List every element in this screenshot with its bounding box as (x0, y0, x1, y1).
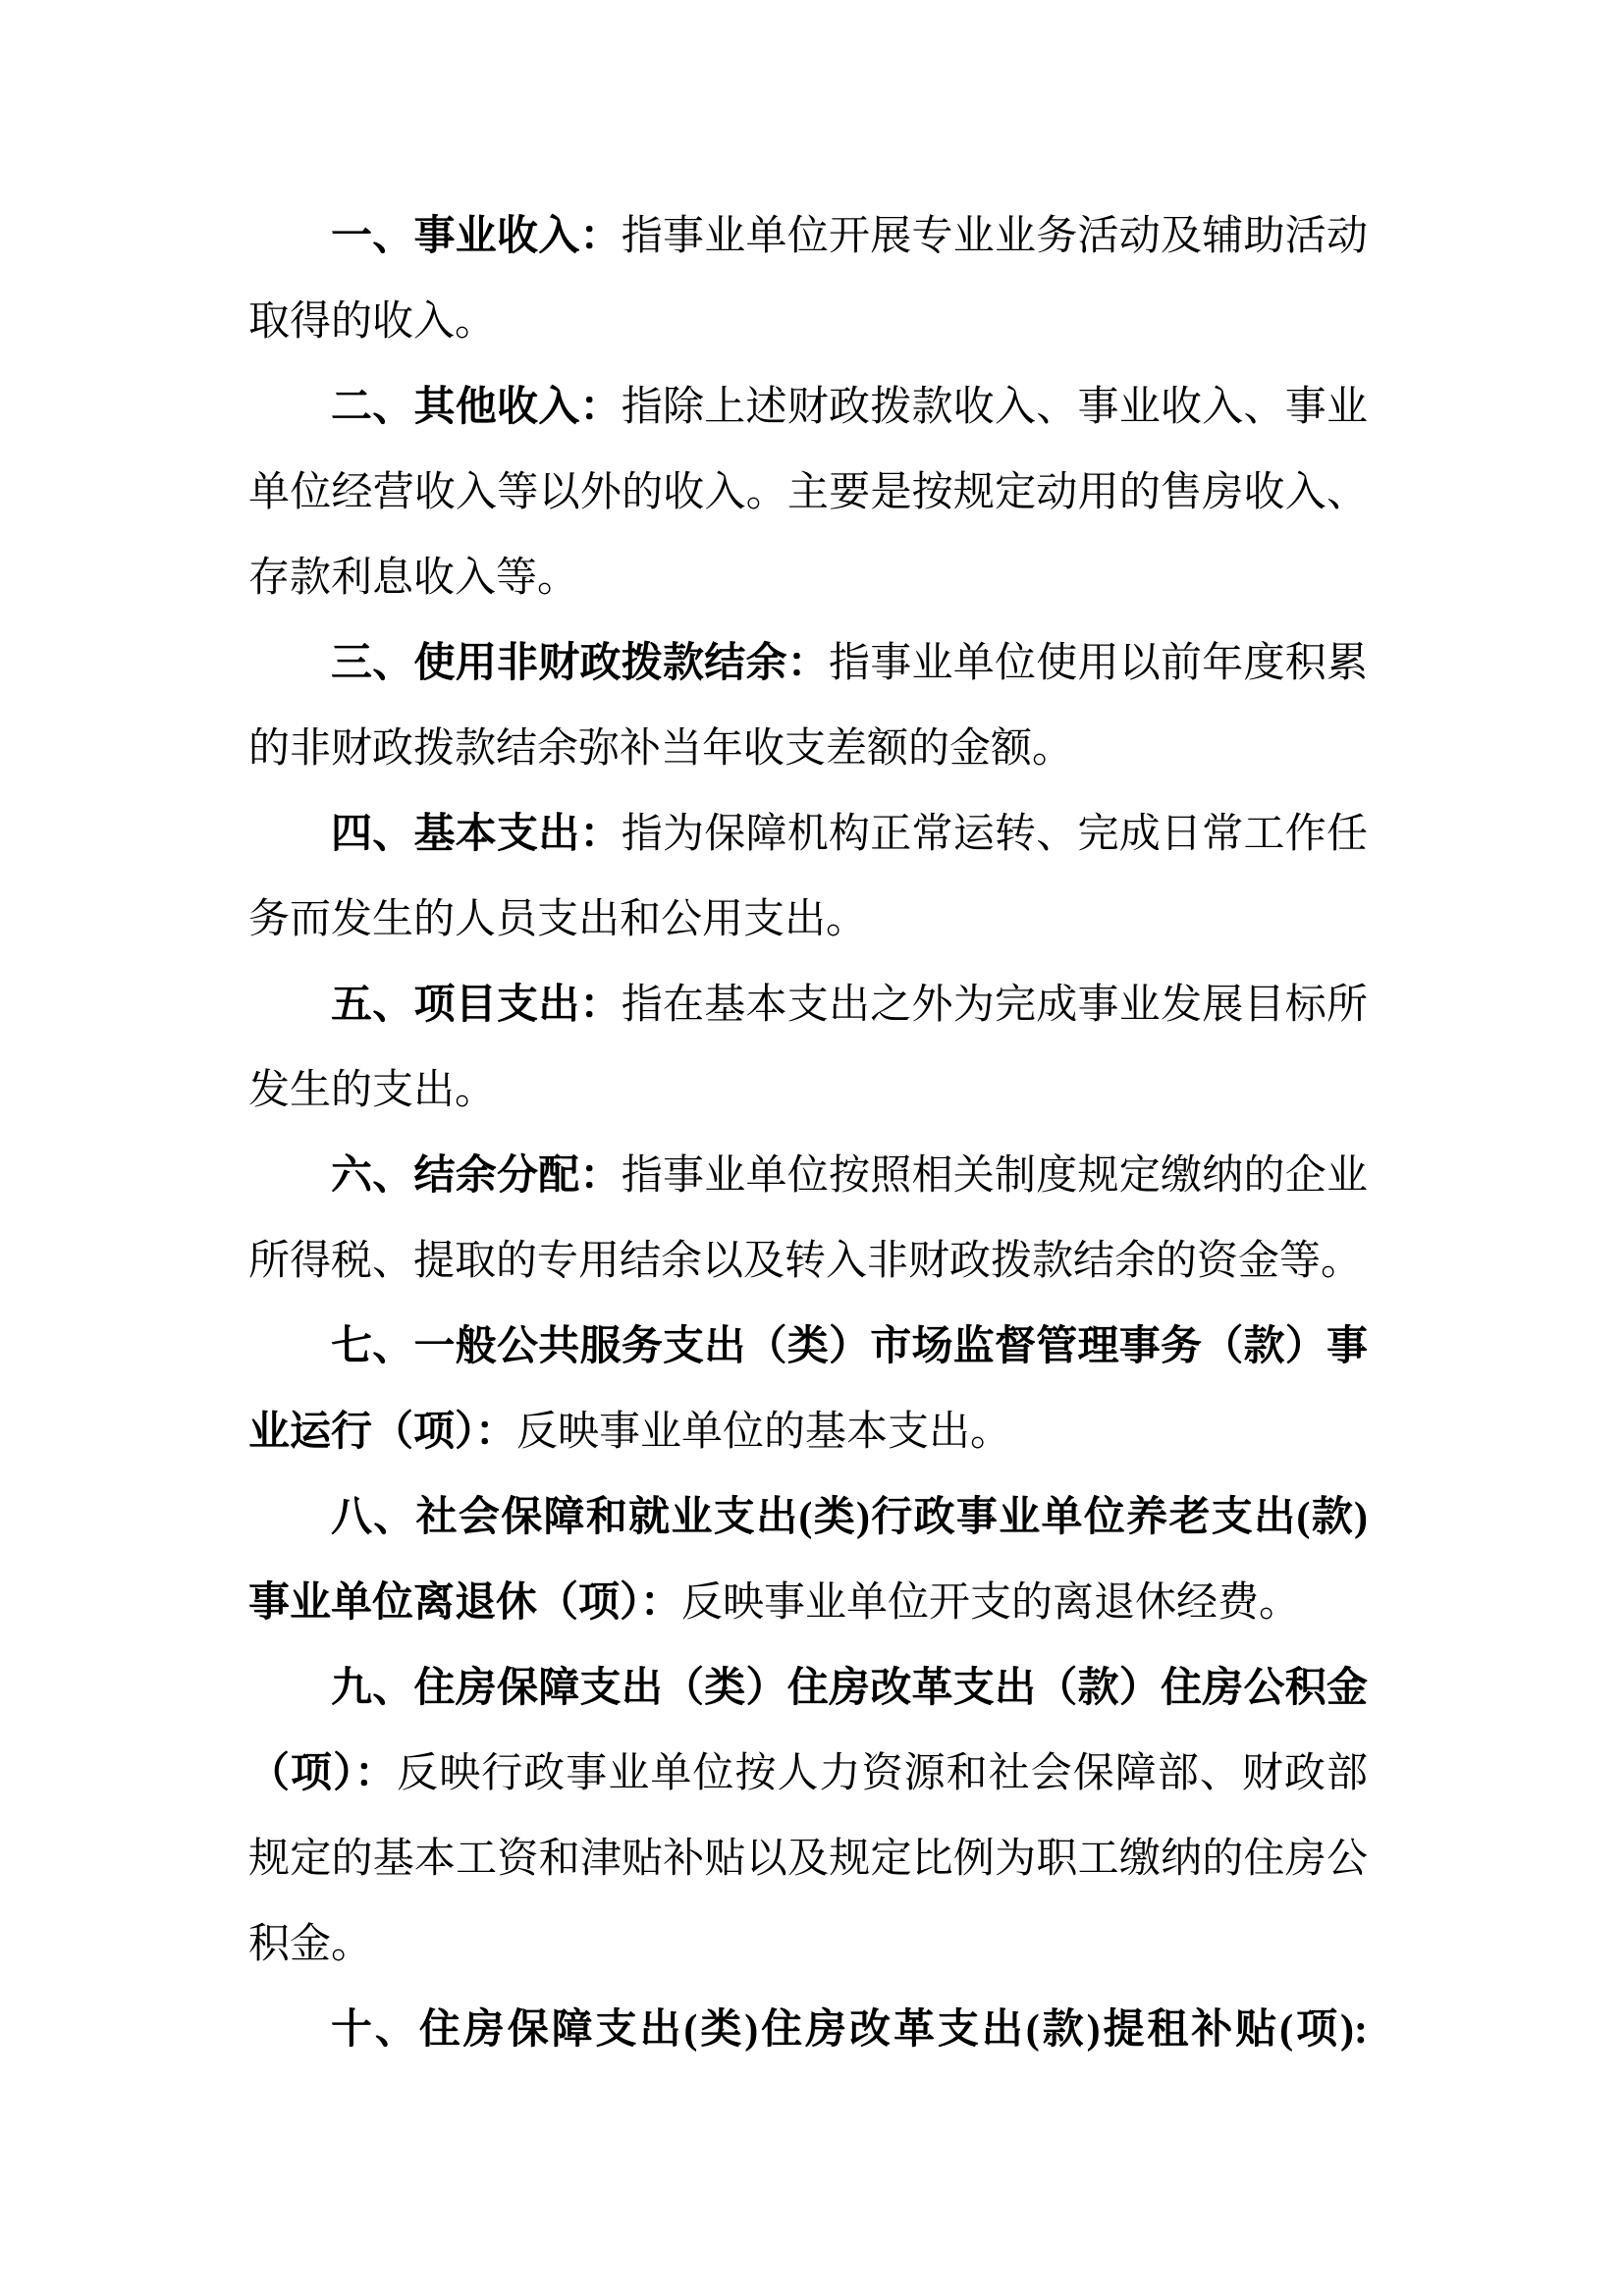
definition-term: 十、住房保障支出(类)住房改革支出(款)提租补贴(项): (331, 2007, 1368, 2053)
definition-text: 指事业单位开展专业业务活动及辅助活动取得的收入。 (248, 214, 1368, 345)
definition-paragraph (248, 1988, 1368, 2073)
definition-paragraph (248, 1475, 1368, 1646)
definition-text: 指事业单位按照相关制度规定缴纳的企业所得税、提取的专用结余以及转入非财政拨款结余的资金等。 (248, 1153, 1368, 1284)
definition-text: 指在基本支出之外为完成事业发展目标所发生的支出。 (248, 983, 1368, 1113)
document-content (248, 194, 1368, 2073)
definition-paragraph (248, 194, 1368, 365)
definition-term: 四、基本支出： (331, 812, 622, 857)
definition-term: 五、项目支出： (331, 983, 622, 1028)
definition-paragraph (248, 1134, 1368, 1305)
definition-paragraph (248, 365, 1368, 621)
definition-term: 七、一般公共服务支出（类）市场监督管理事务（款）事业运行（项）： (248, 1324, 1368, 1455)
definition-text: 指除上述财政拨款收入、事业收入、事业单位经营收入等以外的收入。主要是按规定动用的售房收入、存款利息收入等。 (248, 385, 1368, 601)
definition-paragraph (248, 621, 1368, 792)
definition-term: 一、事业收入： (331, 214, 622, 259)
definition-paragraph (248, 792, 1368, 963)
definition-term: 八、社会保障和就业支出(类)行政事业单位养老支出(款)事业单位离退休（项）： (248, 1495, 1368, 1626)
definition-term: 九、住房保障支出（类）住房改革支出（款）住房公积金（项）： (248, 1666, 1368, 1796)
definition-paragraph (248, 963, 1368, 1134)
definition-text: 反映事业单位开支的离退休经费。 (681, 1580, 1301, 1626)
definition-term: 六、结余分配： (331, 1153, 622, 1199)
definition-paragraph (248, 1646, 1368, 1988)
definition-text: 指为保障机构正常运转、完成日常工作任务而发生的人员支出和公用支出。 (248, 812, 1368, 942)
definition-paragraph (248, 1305, 1368, 1475)
definition-text: 反映事业单位的基本支出。 (516, 1410, 1012, 1455)
definition-term: 二、其他收入： (331, 385, 622, 430)
definition-text: 反映行政事业单位按人力资源和社会保障部、财政部规定的基本工资和津贴补贴以及规定比例为职工缴纳的住房公积金。 (248, 1751, 1368, 1967)
definition-text: 指事业单位使用以前年度积累的非财政拨款结余弥补当年收支差额的金额。 (248, 641, 1368, 772)
definition-term: 三、使用非财政拨款结余： (331, 641, 829, 686)
